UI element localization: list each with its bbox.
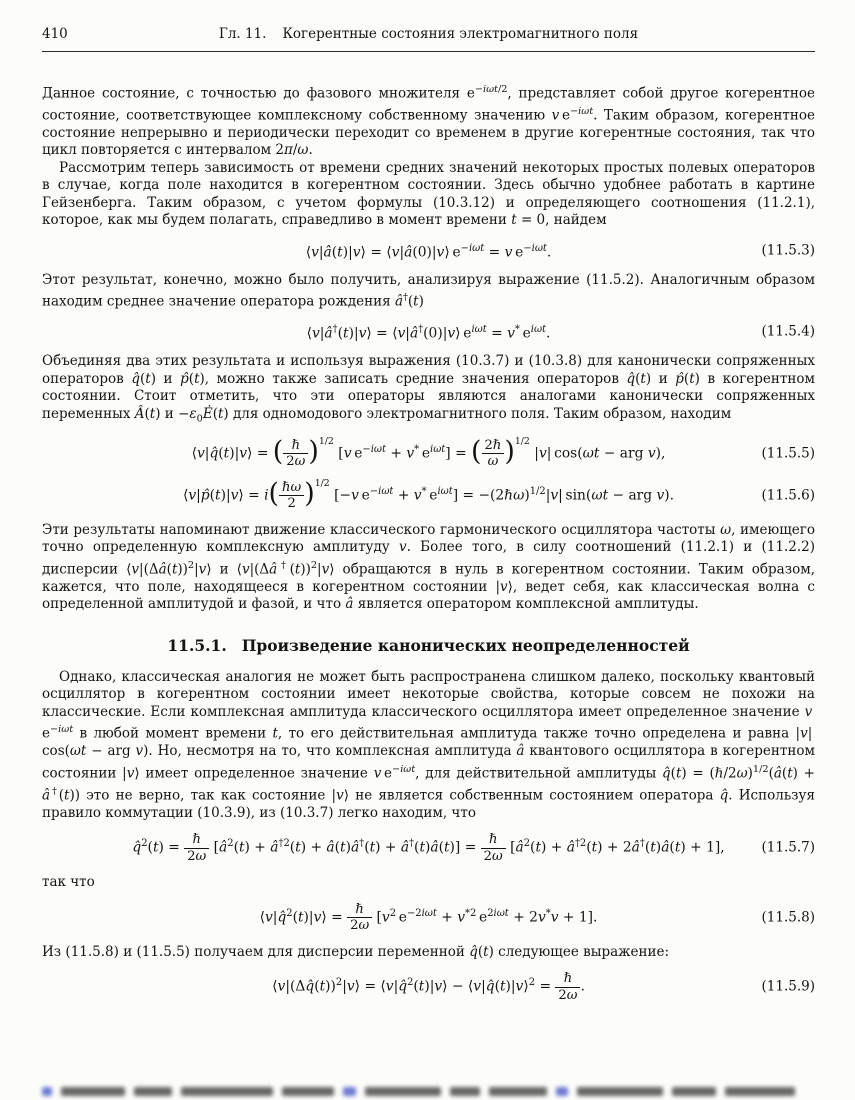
blurred-segment [134,1087,172,1096]
blurred-segment [61,1087,125,1096]
equation-body: ⟨v|(Δq̂(t))$^2$|v⟩ = ⟨v|q̂$^2$(t)|v⟩ − ⟨v|q̂(t)|v⟩$^2$ = $\frac{\text{ℏ}}{2\omega}$ . [272,971,585,1003]
equation-body: ⟨v|q̂$^2$(t)|v⟩ = $\frac{\text{ℏ}}{2\omega}$ [$v^2$ $e^{-2i\omega t} + v^{*2}$ $e^{2i\omega t} + 2v^*v + 1$]. [259,901,598,934]
equation-11-5-9 [42,971,815,1003]
blurred-segment [181,1087,273,1096]
equation-11-5-5 [42,435,815,470]
equation-number: (11.5.8) [761,908,815,925]
equation-body: ⟨v|p̂(t)|v⟩ = i( $\frac{\text{ℏω}}{2}$ )$^{1/2}$ [−v $e^{-i\omega t} + v^*$ $e^{i\omega t}$] = −(2ℏω)$^{1/2}$|v| sin(ωt − arg v). [182,477,675,512]
paragraph-8: Из (11.5.8) и (11.5.5) получаем для дисперсии переменной q̂(t) следующее выражение: [42,943,670,960]
equation-body: ⟨v|q̂(t)|v⟩ = ( $\frac{\text{ℏ}}{2\omega}$ )$^{1/2}$ [v $e^{-i\omega t} + v^*$ $e^{i\omega t}$] = ( $\frac{\text{2ℏ}}{\omega}$ )$^{1/2}$ |v| cos(ωt − arg v), [191,435,666,470]
paragraph-6: Однако, классическая аналогия не может быть распространена слишком далеко, поскольку квантовый осциллятор в когерентном состоянии имеет некоторые свойства, которые совсем не похожи на классические. Если комплексная амплитуда классического осциллятора имеет определенное значение v $e^{-i\omega t}$ в любой момент времени t, то его действительная амплитуда также точно определена и равна |v| cos(ωt − arg v). Но, несмотря на то, что комплексная амплитуда â квантового осциллятора в когерентном состоянии |v⟩ имеет определенное значение v $e^{-i\omega t}$, для действительной амплитуды q̂(t) = (ℏ/2ω)$^{1/2}$(â(t) + â†(t)) это не верно, так как состояние |v⟩ не является собственным состоянием оператора q̂. Используя правило коммутации (10.3.9), из (10.3.7) легко находим, что [42,668,815,821]
paragraph-4: Объединяя два этих результата и используя выражения (10.3.7) и (10.3.8) для канонически сопряженных операторов q̂(t) и p̂(t), можно также записать средние значения операторов q̂(t) и p̂(t) в когерентном состоянии. Стоит отметить, что эти операторы являются аналогами канонически сопряженных переменных Â(t) $и -\varepsilon_0Ė(t)$ для одномодового электромагнитного поля. Таким образом, находим [42,353,815,425]
equation-11-5-6 [42,477,815,512]
blurred-segment [282,1087,334,1096]
blurred-segment [489,1087,547,1096]
equation-number: (11.5.7) [761,839,815,856]
equation-number: (11.5.3) [761,241,815,258]
paragraph-3: Этот результат, конечно, можно было получить, анализируя выражение (11.5.2). Аналогичным образом находим среднее значение оператора рождения â†(t) [42,271,815,310]
running-title [137,26,720,44]
cut-off-bottom-text-line [42,1085,815,1098]
page-body [42,81,815,1004]
section-title-text: Произведение канонических неопределенностей [241,635,690,655]
page-number: 410 [42,26,68,42]
running-title-text: Когерентные состояния электромагнитного поля [282,26,639,42]
equation-number: (11.5.6) [761,487,815,504]
section-number: 11.5.1. [167,635,227,655]
equation-body: ⟨v|â†(t)|v⟩ = ⟨v|â†(0)|v⟩ $e^{i\omega t} = v^*$ $e^{i\omega t}$. [306,324,551,342]
equation-number: (11.5.4) [761,323,815,340]
equation-11-5-7 [42,832,815,864]
blurred-segment [556,1087,568,1096]
header-rule [42,51,815,52]
page-header [42,26,815,44]
section-heading [42,636,815,656]
paragraph-2: Рассмотрим теперь зависимость от времени средних значений некоторых простых полевых операторов в случае, когда поле находится в когерентном состоянии. Здесь обычно удобнее работать в картине Гейзенберга. Таким образом, с учетом формулы (10.3.12) и определяющего соотношения (11.2.1), которое, как мы будем полагать, справедливо в момент времени t = 0, найдем [42,159,815,228]
equation-11-5-8 [42,902,815,934]
blurred-segment [42,1087,52,1096]
equation-11-5-3 [42,240,815,262]
blurred-segment [343,1087,356,1096]
equation-number: (11.5.9) [761,978,815,995]
blurred-segment [577,1087,663,1096]
paragraph-5: Эти результаты напоминают движение классического гармонического осциллятора частоты ω, имеющего точно определенную комплексную амплитуду v. Более того, в силу соотношений (11.2.1) и (11.2.2) дисперсии ⟨v|(Δâ(t))$^2$|v⟩ и ⟨v|(Δâ†(t))$^2$|v⟩ обращаются в нуль в когерентном состоянии. Таким образом, кажется, что поле, находящееся в когерентном состоянии |v⟩, ведет себя, как классическая волна с определенной амплитудой и фазой, и что â является оператором комплексной амплитуды. [42,521,815,613]
blurred-segment [725,1087,795,1096]
blurred-segment [450,1087,480,1096]
chapter-label: Гл. 11. [218,26,267,42]
equation-11-5-4 [42,321,815,343]
equation-body: q̂$^2$(t) = $\frac{\text{ℏ}}{2\omega}$ [$â^2(t)$ + $â^{\dagger 2}(t)$ + â(t)â†(t) + â†(t)â(t)] = $\frac{\text{ℏ}}{2\omega}$ [$â^2(t)$ + $â^{\dagger 2}(t)$ + 2â†(t)â(t) + 1], [132,832,725,864]
paragraph-1: Данное состояние, с точностью до фазового множителя $e^{-i\omega t/2}$, представляет собой другое когерентное состояние, соответствующее комплексному собственному значению v $e^{-i\omega t}$. Таким образом, когерентное состояние непрерывно и периодически переходит со временем в другие когерентные состояния, так что цикл повторяется с интервалом 2π/ω. [42,83,815,158]
paragraph-7: так что [42,874,95,891]
blurred-segment [672,1087,716,1096]
equation-number: (11.5.5) [761,445,815,462]
blurred-segment [365,1087,441,1096]
equation-body: ⟨v|â(t)|v⟩ = ⟨v|â(0)|v⟩ $e^{-i\omega t} = v$ $e^{-i\omega t}$. [305,242,552,261]
